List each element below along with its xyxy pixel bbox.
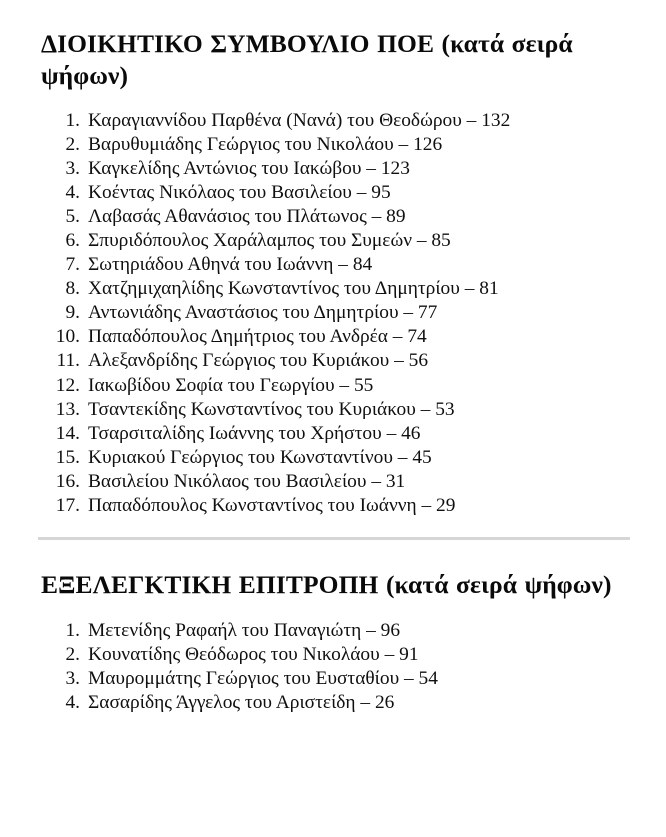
list-item-label: Κυριακού Γεώργιος του Κωνσταντίνου – 45 <box>88 446 432 468</box>
list-item-label: Σπυριδόπουλος Χαράλαμπος του Συμεών – 85 <box>88 230 451 252</box>
list-item <box>0 667 666 691</box>
list-item <box>0 181 666 205</box>
list-item <box>0 470 666 494</box>
list-item-label: Χατζημιχαηλίδης Κωνσταντίνος του Δημητρίου – 81 <box>88 278 499 300</box>
list-item-number: 7. <box>65 254 80 276</box>
list-item <box>0 205 666 229</box>
list-item-number: 11. <box>56 350 80 372</box>
list-item <box>0 643 666 667</box>
list-item-number: 14. <box>55 422 80 444</box>
list-item-label: Παπαδόπουλος Δημήτριος του Ανδρέα – 74 <box>88 326 427 348</box>
list-item-label: Βασιλείου Νικόλαος του Βασιλείου – 31 <box>88 470 406 492</box>
list-item-number: 3. <box>65 667 80 689</box>
list-item <box>0 229 666 253</box>
list-item-label: Καγκελίδης Αντώνιος του Ιακώβου – 123 <box>88 158 410 180</box>
list-item-number: 15. <box>55 446 80 468</box>
list-item <box>0 325 666 349</box>
list-item <box>0 109 666 133</box>
list-item-label: Παπαδόπουλος Κωνσταντίνος του Ιωάννη – 29 <box>88 494 456 516</box>
list-item-label: Τσαρσιταλίδης Ιωάννης του Χρήστου – 46 <box>88 422 421 444</box>
list-item-number: 3. <box>65 158 80 180</box>
list-item-number: 8. <box>65 278 80 300</box>
list-item-number: 1. <box>65 619 80 641</box>
list-item <box>0 253 666 277</box>
list-item-number: 12. <box>55 374 80 396</box>
list-item-number: 6. <box>65 230 80 252</box>
list-item <box>0 157 666 181</box>
list-item-label: Βαρυθυμιάδης Γεώργιος του Νικολάου – 126 <box>88 134 443 156</box>
list-item-number: 4. <box>65 182 80 204</box>
list-item <box>0 398 666 422</box>
list-item-label: Καραγιαννίδου Παρθένα (Νανά) του Θεοδώρου – 132 <box>88 110 511 131</box>
list-item-number: 2. <box>65 643 80 665</box>
list-item <box>0 619 666 643</box>
list-item-number: 2. <box>65 134 80 156</box>
list-item-number: 17. <box>55 494 80 516</box>
list-item-label: Κοέντας Νικόλαος του Βασιλείου – 95 <box>88 182 391 204</box>
list-item <box>0 301 666 325</box>
list-item-label: Μετενίδης Ραφαήλ του Παναγιώτη – 96 <box>88 619 401 641</box>
list-item-label: Κουνατίδης Θεόδωρος του Νικολάου – 91 <box>88 643 419 665</box>
list-item-label: Αντωνιάδης Αναστάσιος του Δημητρίου – 77 <box>88 302 438 324</box>
list-item-number: 10. <box>55 326 80 348</box>
list-item-number: 16. <box>55 470 80 492</box>
audit-committee-title: ΕΞΕΛΕΓΚΤΙΚΗ ΕΠΙΤΡΟΠΗ (κατά σειρά ψήφων) <box>41 569 612 599</box>
list-item-number: 13. <box>55 398 80 420</box>
list-item <box>0 277 666 301</box>
list-item-label: Σωτηριάδου Αθηνά του Ιωάννη – 84 <box>88 254 373 276</box>
board-results-list <box>0 109 666 518</box>
page-title: ΔΙΟΙΚΗΤΙΚΟ ΣΥΜΒΟΥΛΙΟ ΠΟΕ (κατά σειρά ψήφων) <box>41 29 573 90</box>
list-item-label: Ιακωβίδου Σοφία του Γεωργίου – 55 <box>88 374 374 396</box>
list-item <box>0 446 666 470</box>
list-item <box>0 422 666 446</box>
list-item-label: Σασαρίδης Άγγελος του Αριστείδη – 26 <box>88 691 395 713</box>
list-item-number: 5. <box>65 206 80 228</box>
list-item <box>0 374 666 398</box>
list-item-label: Αλεξανδρίδης Γεώργιος του Κυριάκου – 56 <box>88 350 429 372</box>
list-item-label: Λαβασάς Αθανάσιος του Πλάτωνος – 89 <box>88 206 406 228</box>
list-item-label: Μαυρομμάτης Γεώργιος του Ευσταθίου – 54 <box>88 667 438 689</box>
list-item-label: Τσαντεκίδης Κωνσταντίνος του Κυριάκου – 53 <box>88 398 455 420</box>
list-item <box>0 133 666 157</box>
list-item <box>0 494 666 518</box>
list-item <box>0 349 666 373</box>
list-item <box>0 691 666 715</box>
audit-results-list <box>0 619 666 715</box>
list-item-number: 4. <box>65 691 80 713</box>
list-item-number: 1. <box>65 110 80 131</box>
list-item-number: 9. <box>65 302 80 324</box>
